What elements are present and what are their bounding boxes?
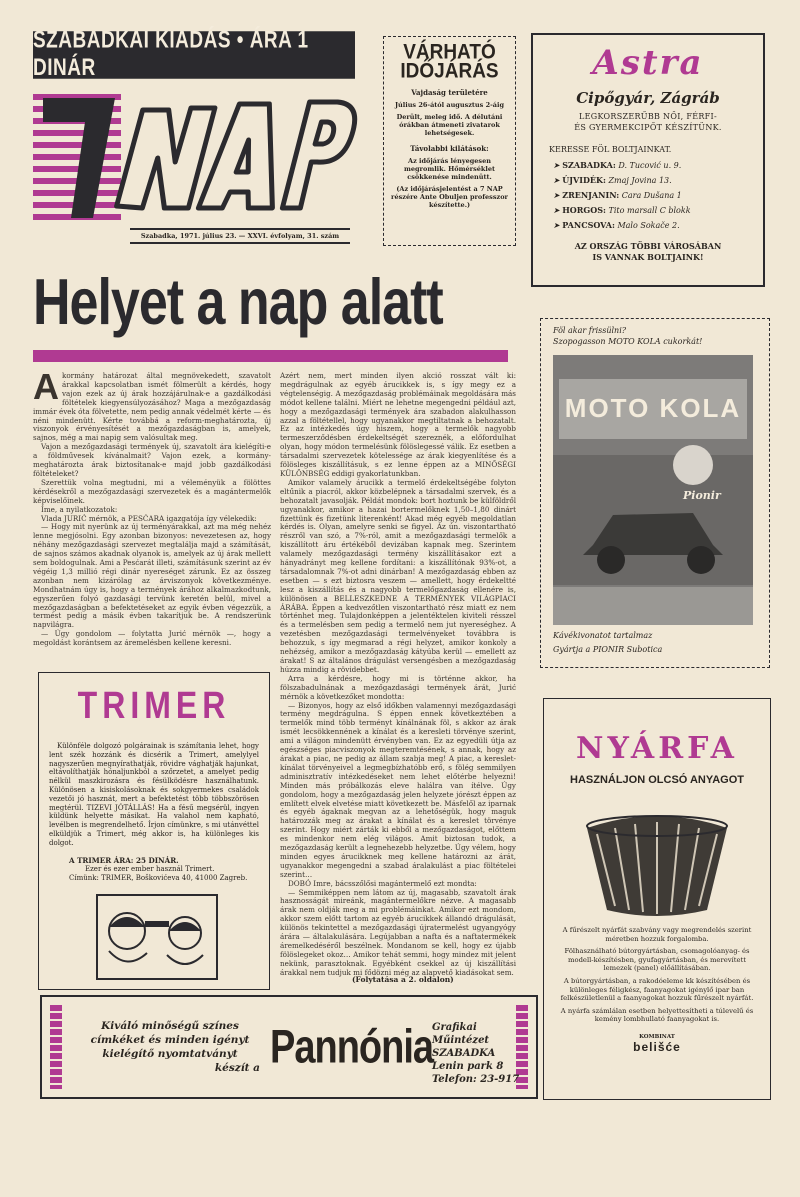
newspaper-logo [33, 88, 353, 228]
moto-footer-2: Gyártja a PIONIR Subotica [553, 645, 663, 654]
comb-icon [145, 921, 169, 927]
astra-subtitle: Cipőgyár, Zágráb [576, 89, 720, 107]
moto-line-1: Föl akar frissülni? [553, 326, 627, 335]
belisce-logo: belišće [633, 1039, 681, 1054]
astra-store: ➤ HORGOS: Tito marsall C blokk [553, 205, 691, 215]
headline-rule [33, 350, 508, 362]
arrow-icon: ➤ [553, 221, 563, 230]
trimer-ad [38, 672, 270, 990]
astra-desc-2: ÉS GYERMEKCIPŐT KÉSZÍTÜNK. [574, 123, 722, 132]
weather-longterm-heading: Távolabbi kilátások: [410, 144, 489, 153]
article-paragraph: — Hogy mit nyerünk az új terményárakkal, azt ma még nehéz lenne megjósolni. Egy azonban bizonyos: nevezetesen az, hogy néhány mezőgazdasági szervezet megtalálja majd a számítását, de sajnos számos akadnak olyanok is, amelyek az új árak mellett sem boldogulnak. Ami a Pesćarát illeti, számításunk szerint az év végéig 1,3 millió régi dinár nyereséget zárunk. Ez az összeg azonban nem kizárólag az árviszonyok következménye. Mondhatnám úgy is, hogy a termények árához alkalmazkodtunk, egyszerűen folyó gazdasági tervünk keretén belül, mivel a mezőgazdaságban a befektetéseket az egyik évben végezzük, a termést pedig a másik évben takarítjuk be. A rendszerünk napvilágra. [33, 522, 271, 630]
article-paragraph: kormány határozat által megnövekedett, szavatolt árakkal kapcsolatban ismét fölmerült a kérdés, hogy vajon ezek az új árak hozzájárulnak-e a gazdálkodási föltételek kiegyensúlyozásához? Maga a mezőgazdaság immár évek óta fölvetette, nem pedig annak védelmét kérte — és néni mindenütt. Kérte továbbá a reform-meghatározta, új viszonyok érvényesítését a mezőgazdaságban is, amelyek, sajnos, még a mai napig sem valósultak meg. [33, 371, 271, 443]
article-paragraph: DOBÓ Imre, bácsszőlősi magántermelő ezt mondta: [288, 878, 477, 888]
trimer-price: A TRIMER ÁRA: 25 DINÁR. [69, 855, 179, 865]
article-paragraph: — Úgy gondolom — folytatta Jurić mérnök —, hogy a megoldást korántsem az áremelésben kellene keresni. [33, 629, 271, 648]
moto-line-2: Szopogasson MOTO KOLA cukorkát! [553, 337, 703, 346]
continued-note: (Folytatása a 2. oldalon) [352, 975, 454, 984]
article-paragraph: Azért nem, mert minden ilyen akció rosszat vált ki: megdrágulnak az egyéb árucikkek is, s így megy ez a végtelenségig. A mezőgazdaság problémáinak megoldására más módot kellene találni. Miért ne lehetne megengedni például azt, hogy a mezőgazdasági termények ára szabadon alakulhasson azzal a föltétellel, hogy ugyanakkor megtiltatnak a behozatalt. Ez az intézkedés úgy hiszem, hogy a termelők nagyobb termeszerződésben érdekeltségét szereznék, a előfordulhat olyan, hogy módon termelésünk fölöslegessé válik. Ez esetben a társadalmi szervezetek kötelessége az árak kiegyenlítése és a fölösleges kiszállításuk, s ez lenne éppen az a MINŐSÉGI KÜLÖNBSÉG eddigi gyakorlatunkban. [280, 371, 516, 478]
arrow-icon: ➤ [553, 191, 563, 200]
moto-kola-ad [540, 318, 770, 668]
trimer-body: Különféle dolgozó polgárainak is számítania lehet, hogy lent szék hozzánk és dicsérik a Trimert, amelylyel nagyszerűen megnyírathatják, rövidre vághatják hajunkat, eltávolíthatják hónaljunkból a szőrzetet, a amelyet pedig nélkül maszkirozásra és fésülködésre használhatunk. Különösen a kisiskolásoknak és sokgyermekes családok vezetői jó hasznát, mert a befektetést több többszörösen megtérül. TIZEVI JÓTÁLLÁS! Ha a fésű megsérül, ingyen küldünk helyette másikat. Ha valahol nem kapható, levélben is megrendelhető. Írjon címünkre, s mi utánvéttel elküldjük a Trimert, még akkor is, ha különleges kis dolgot. [49, 742, 259, 847]
trimer-illustration [87, 891, 227, 981]
weather-credit: (Az időjárásjelentést a 7 NAP részére Ante Obuljen professzor készítette.) [391, 185, 508, 209]
edition-banner: SZABADKAI KIADÁS • ÁRA 1 DINÁR [33, 31, 355, 79]
astra-store: ➤ ÚJVIDÉK: Zmaj Jovina 13. [553, 175, 672, 185]
astra-footer-2: IS VANNAK BOLTJAINK! [592, 252, 704, 262]
weather-title-line2: IDŐJÁRÁS [400, 59, 499, 84]
nyarfa-subtitle: HASZNÁLJON OLCSÓ ANYAGOT [570, 774, 744, 786]
arrow-icon: ➤ [553, 161, 563, 170]
astra-desc-1: LEGKORSZERŰBB NŐI, FÉRFI- [579, 112, 717, 121]
pionir-mark: Pionir [683, 489, 721, 502]
nyarfa-text-2: Fölhasználható bútorgyártásban, csomagolóanyag- és modell-készítésben, gyufagyártásban, és merevített lemezek (panel) előállításában. [564, 947, 750, 973]
weather-longterm: Az időjárás lényegesen megromlik. Hőmérséklet csökkenése mindenütt. [404, 157, 495, 181]
weather-box [383, 36, 516, 246]
article-paragraph: Szerettük volna megtudni, mi a véleményük a fölöttes kérdésekről a mezőgazdasági szervezetek és a magántermelők képviselőinek. [33, 477, 271, 505]
article-paragraph: Amikor valamely árucikk a termelő érdekeltségébe folyton eltűnik a piacról, akkor közbelépnek a társadalmi szervek, és a behozatalt javasolják. Példát mondok: bort hoztunk be külföldről ugyanakkor, amikor a hazai bortermelőknek 1,50–1,80 dinárt fizettünk és fizetünk literenként! Akad még egyéb megoldatlan kérdés is. Olyan, amelyre senki se figyel. Az ún. viszontartható részről van szó, a 7%-ról, amit a mezőgazdasági termelők a kiszállított áru értékéből devizában kapnak meg. Szerintem valamely mezőgazdasági termény kiszállításakor ezt a hányadrányt meg kellene fordítani: a kiszállítónak 93%-ot, a társadalomnak 7%-ot adni dinárban! A mezőgazdaság ebben az esetben — s ezt biztosra veszem — amellett, hogy érdekeltté lesz a kiszállítás és a nagyobb termelőgazdaság ellenére is, különösen a BELLESZKEDNE A TERMÉNYEK VILÁGPIACI ÁRÁBA. Éppen a kedvezőtlen viszontartható rész miatt ez nem történhet meg. Tulajdonképpen a jelentéktelen kiviteli résszel és a termelésben sem pedig a termelő nem jut nyereséghez. A vezetésben mezőgazdasági termelvényeket továbbra is behozzuk, s így megmarad a régi helyzet, amikor konkoly a nehézség, amikor a mezőgazdaság kátyúba kerül — emellett az árakat! S az általános drágulást versengésben a mezőgazdaság húzza mindig a rövidebbet. [280, 477, 516, 674]
article-paragraph: Íme, a nyilatkozatok: [41, 504, 118, 514]
pionir-emblem-icon [673, 445, 713, 485]
astra-brand: Astra [592, 43, 704, 83]
headline: Helyet a nap alatt [33, 266, 443, 339]
pannonia-ad [40, 995, 538, 1099]
astra-ad [531, 33, 765, 287]
logo-nap-letters [116, 102, 356, 208]
trimer-note-1: Ezer és ezer ember használ Trimert. [85, 864, 215, 873]
weather-forecast: Derült, meleg idő. A délutáni órákban átmeneti zivatarok lehetségesek. [396, 113, 503, 137]
article-column-1 [33, 366, 271, 664]
astra-store: ➤ ZRENJANIN: Cara Dušana 1 [553, 190, 682, 200]
arrow-icon: ➤ [553, 206, 563, 215]
astra-store: ➤ SZABADKA: D. Tucović u. 9. [553, 160, 682, 170]
weather-title-line1: VÁRHATÓ [403, 40, 496, 65]
trimer-address: Címünk: TRIMER, Boškovićeva 40, 41000 Zagreb. [69, 873, 248, 882]
wood-basket-illustration [557, 798, 757, 918]
trimer-brand: TRIMER [77, 683, 231, 727]
article-paragraph: Vajon a mezőgazdasági termények új, szavatolt ára kielégíti-e a földművesek kívánalmait? Vajon ezek, a kormány-meghatározta árak biztosítanak-e majd jobb gazdálkodási föltételeket? [33, 442, 271, 478]
nyarfa-text-3: A bútorgyártásban, a rakodóeleme kk készítésében és különleges féligkész, faanyagokat igénylő ipar ban felkészületlenül a faanyagokat hozzuk fűrészelt nyárfát. [560, 976, 754, 1003]
moto-product-name: MOTO KOLA [564, 393, 742, 423]
article-column-2 [280, 371, 516, 977]
astra-store: ➤ PANCSOVA: Malo Sokače 2. [553, 220, 680, 230]
pannonia-left-text: Kiváló minőségű színes címkéket és minden igényt kielégítő nyomtatványt készít a [90, 1020, 260, 1074]
article-paragraph: Arra a kérdésre, hogy mi is történne akkor, ha fölszabadulnának a mezőgazdasági termények árát, Jurić mérnök a következőket mondotta: [280, 673, 516, 701]
article-paragraph: — Semmiképpen nem látom az új, magasabb, szavatolt árak hasznosságát mireánk, magántermelőkre nézve. A magasabb árak nem oldják meg a mi problémáinkat. Amikor ezt mondom, akkor szem előtt tartom az egyéb árucikkek állandó drágulását, különös tekintettel a mezőgazdasági újratermelést ugyangyógy árára — általakulására. Legújabban a nafta és a naftatermékek áremelkedéséről beszélnek. Mondanom se kell, hogy ez újabb fölöslegeket okoz… Amikor tehát semmi, hogy mindez mit jelent nekünk, parasztoknak. Egyébként csekkel az új kiszállítási árakkal nem tudjuk mi fődözni még az alapvető kiadásokat sem. [280, 887, 516, 977]
weather-region: Vajdaság területére [411, 88, 488, 97]
astra-cta: KERESSE FÖL BOLTJAINKAT. [549, 145, 672, 154]
dropcap: A [33, 366, 59, 407]
kombinat-label: KOMBINAT [639, 1033, 675, 1040]
dateline: Szabadka, 1971. július 23. — XXVI. évfolyam, 31. szám [130, 228, 350, 244]
nyarfa-text-4: A nyárfa számlálan esetben helyettesítheti a túlevelű és kemény lombhullató faanyagokat is. [560, 1006, 754, 1024]
pannonia-address: Grafikai Műintézet SZABADKA Lenin park 8 Telefon: 23-917 [432, 1022, 520, 1085]
astra-footer-1: AZ ORSZÁG TÖBBI VÁROSÁBAN [574, 241, 722, 251]
moto-kola-package-photo [553, 355, 753, 625]
article-paragraph: — Bizonyos, hogy az első időkben valamennyi mezőgazdasági termény megdrágulna. S éppen ennek következtében a termelők mind több terményt kínálnának föl, s akkor az árak ismét lecsökkennének a kínálat és a keresleti törvénye szerint, ami a világon mindenütt érvényben van. Ez az egyedüli útja az egészséges piacviszonyok megteremtésének, s annak, hogy az árakat a piac, ne pedig az állam szabja meg! A piac, a kereslet-kínálat törvényeivel a legmegbízhatóbb erő, s fölég semmilyen adminisztratív intézkedéseket nem lehet előtérbe helyezni! Minden más próbálkozás eleve halálra van ítélve. Úgy gondolom, hogy a mezőgazdaság jelen helyzete jórészt éppen az említett elvek elvetése miatt következett be. Másfelől az iparnak és egyéb ágaknak megvan az a lehetőségük, hogy maguk határozzák meg az árakat a kínálat és a kereslet törvénye szerint. Hogy miért zárták ki ebből a mezőgazdaságot, előttem es mindenkor nem elég világos. Amit biztosan tudok, a mezőgazdaság került a legnehezebb helyzetbe. Úgy vélem, hogy minden egyes árucikknek meg kellene határozni az árát, ugyanakkor megengedni a szabad áralakulást a piac föltételei szerint… [280, 700, 516, 879]
decorative-stripe [50, 1005, 62, 1089]
nyarfa-text-1: A fűrészelt nyárfát szabvány vagy megrendelés szerint méretben hozzuk forgalomba. [562, 926, 752, 943]
moto-footer-1: Kávékivonatot tartalmaz [553, 631, 653, 640]
nyarfa-ad [543, 698, 771, 1100]
arrow-icon: ➤ [553, 176, 563, 185]
article-paragraph: Vlada JURIĆ mérnök, a PESĆARA igazgatója így vélekedik: [41, 513, 257, 523]
astra-store-list [543, 158, 753, 233]
weather-dates: Július 26-ától augusztus 2-áig [394, 101, 505, 109]
nyarfa-brand: NYÁRFA [576, 731, 738, 766]
pannonia-brand: Pannónia [270, 1021, 434, 1074]
